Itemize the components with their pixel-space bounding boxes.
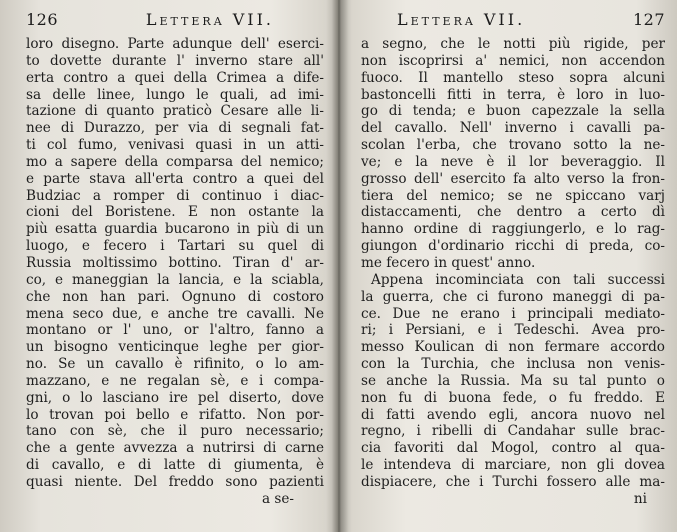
text-line: luogo, e fecero i Tartari su quel di: [26, 238, 324, 255]
text-line: messo Koulican di non fermare accordo: [361, 339, 665, 356]
text-line: lo trovan poi bello e rifatto. Non por-: [26, 406, 324, 423]
text-line: e parte stava all'erta contro a quei del: [26, 170, 324, 187]
text-line: regno, i ribelli di Candahar sulle brac-: [361, 423, 665, 440]
text-line: giungon d'ordinario ricchi di preda, co-: [361, 238, 665, 255]
text-line: montano or l' uno, or l'altro, fanno a: [26, 322, 324, 339]
text-line: go di tenda; e buon capezzale la sella: [361, 103, 665, 120]
text-line: la guerra, che ci furono maneggi di pa-: [361, 288, 665, 305]
text-line: se anche la Russia. Ma su tal punto o: [361, 372, 665, 389]
text-line: Russia moltissimo bottino. Tiran d' ar-: [26, 254, 324, 271]
text-line: che a gente avvezza a nutrirsi di carne: [26, 440, 324, 457]
left-page-number: 126: [26, 10, 59, 29]
text-line: tano con sè, che il puro necessario;: [26, 423, 324, 440]
text-line: tazione di quanto praticò Cesare alle li-: [26, 103, 324, 120]
text-line: del cavallo. Nell' inverno i cavalli pa-: [361, 120, 665, 137]
left-text-block: [26, 36, 324, 491]
text-line: me fecero in quest' anno.: [361, 254, 536, 271]
text-line: che non han pari. Ognuno di costoro: [26, 288, 324, 305]
text-line: loro disegno. Parte adunque dell' eserci-: [26, 36, 324, 52]
text-line: cia favoriti dal Mogol, contro al qua-: [361, 440, 665, 457]
text-line: hanno ordine di raggiungerlo, e lo rag-: [361, 221, 665, 238]
text-line: mazzano, e ne regalan sè, e i compa-: [26, 372, 324, 389]
text-line: a segno, che le notti più rigide, per: [361, 36, 665, 52]
text-line: non fu di buona fede, o fu freddo. E: [361, 389, 665, 406]
text-line: tiera del nemico; se ne spiccano varj: [361, 187, 665, 204]
text-line: un bisogno venticinque leghe per gior-: [26, 339, 324, 356]
left-catchword: a se-: [261, 490, 294, 507]
right-catchword: ni: [633, 490, 647, 507]
left-page: [0, 0, 338, 532]
text-line: grosso dell' esercito fa alto verso la fron-: [361, 170, 665, 187]
text-line: co, e maneggian la lancia, e la sciabla,: [26, 271, 324, 288]
right-text-block: [361, 36, 665, 491]
left-running-head: [26, 10, 324, 36]
text-line: distaccamenti, che dentro a certo dì: [361, 204, 665, 221]
text-line: non iscoprirsi a' nemici, non accendon: [361, 52, 665, 69]
text-line: di cavallo, e di latte di giumenta, è: [26, 457, 324, 474]
text-line: ti col fumo, venivasi quasi in un atti-: [26, 137, 324, 154]
text-line: cioni del Boristene. E non ostante la: [26, 204, 324, 221]
text-line: to dovette durante l' inverno stare all': [26, 52, 324, 69]
right-running-head: [361, 10, 665, 36]
right-page-number: 127: [632, 10, 665, 29]
left-running-title: Lettera VII.: [145, 10, 274, 29]
text-line: mena seco due, e anche tre cavalli. Ne: [26, 305, 324, 322]
text-line: più esatta guardia bucarono in più di un: [26, 221, 324, 238]
text-line: erta contro a quei della Crimea a dife-: [26, 69, 324, 86]
text-line: ve; e la neve è il lor beveraggio. Il: [361, 153, 665, 170]
text-line: sa delle linee, lungo le quali, ad imi-: [26, 86, 324, 103]
text-line: ce. Due ne erano i principali mediato-: [361, 305, 665, 322]
text-line: mo a sapere della comparsa del nemico;: [26, 153, 324, 170]
text-line: bastoncelli fitti in terra, è loro in luo-: [361, 86, 665, 103]
text-line: no. Se un cavallo è rifinito, o lo am-: [26, 356, 324, 373]
text-line: di fatti avendo egli, ancora nuovo nel: [361, 406, 665, 423]
text-line: gni, o lo lasciano ire pel diserto, dove: [26, 389, 324, 406]
text-line: Appena incominciata con tali successi: [371, 271, 665, 288]
text-line: scolan l'erba, che trovano sotto la ne-: [361, 137, 665, 154]
text-line: quasi niente. Del freddo sono pazienti: [26, 473, 324, 490]
text-line: fuoco. Il mantello steso sopra alcuni: [361, 69, 665, 86]
right-running-title: Lettera VII.: [397, 10, 526, 29]
text-line: ri; i Persiani, e i Tedeschi. Avea pro-: [361, 322, 665, 339]
text-line: Budziac a romper di continuo i diac-: [26, 187, 324, 204]
text-line: con la Turchia, che inclusa non venis-: [361, 356, 665, 373]
text-line: dispiacere, che i Turchi fossero alle ma-: [361, 473, 665, 490]
gutter-shadow: [326, 0, 352, 532]
text-line: nee di Durazzo, per via di segnali fat-: [26, 120, 324, 137]
text-line: le intendeva di marciare, non gli dovea: [361, 457, 665, 474]
right-page: [339, 0, 677, 532]
